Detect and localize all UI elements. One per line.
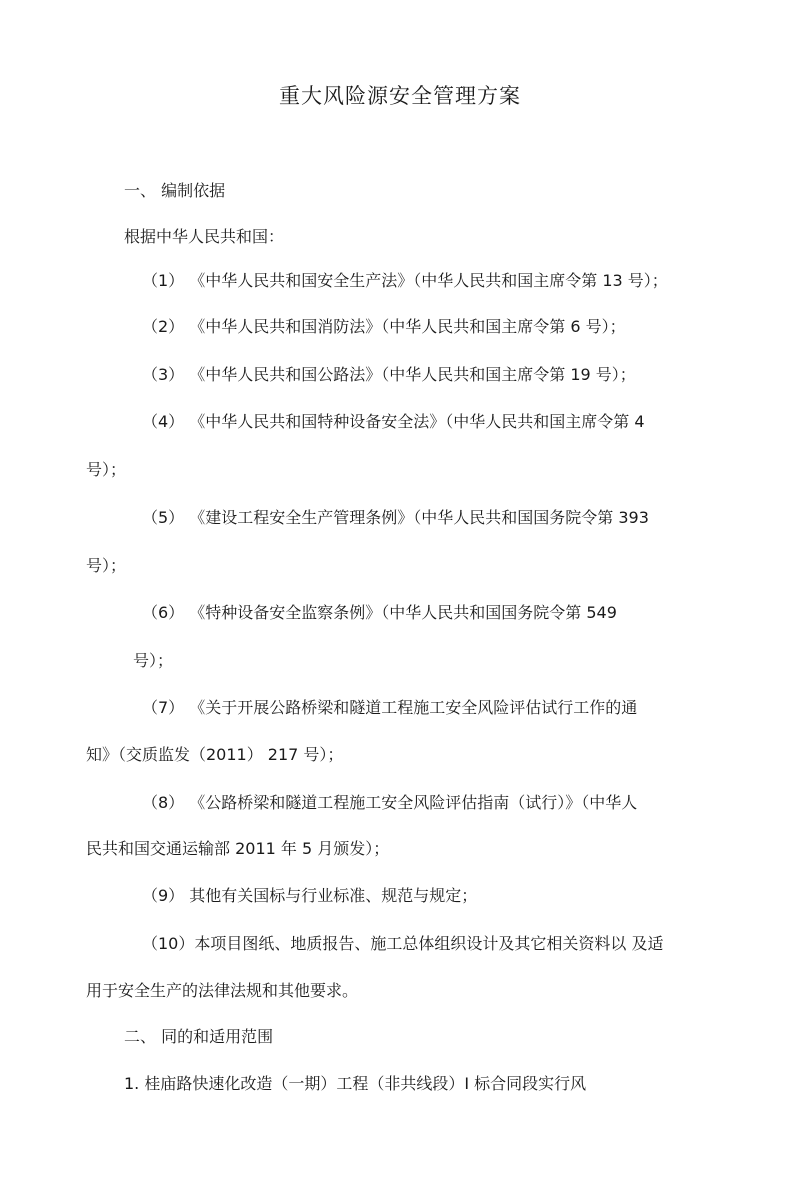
list-item-7: （7） 《关于开展公路桥梁和隧道工程施工安全风险评估试行工作的通 [142, 698, 638, 717]
list-item-6-continuation: 号）； [133, 651, 174, 670]
list-item-2: （2） 《中华人民共和国消防法》（中华人民共和国主席令第 6 号）； [142, 317, 626, 336]
list-item-8-continuation: 民共和国交通运输部 2011 年 5 月颁发）； [86, 839, 390, 858]
list-item-5-continuation: 号）； [86, 556, 127, 575]
document-title: 重大风险源安全管理方案 [279, 84, 521, 108]
paragraph-numbered-1: 1. 桂庙路快速化改造（一期）工程（非共线段）I 标合同段实行风 [124, 1074, 587, 1093]
list-item-7-continuation: 知》（交质监发（2011） 217 号）； [86, 745, 344, 764]
list-item-9: （9） 其他有关国标与行业标准、规范与规定； [142, 886, 478, 905]
list-item-1: （1） 《中华人民共和国安全生产法》（中华人民共和国主席令第 13 号）； [142, 271, 668, 290]
list-item-4: （4） 《中华人民共和国特种设备安全法》（中华人民共和国主席令第 4 [142, 412, 645, 431]
list-item-3: （3） 《中华人民共和国公路法》（中华人民共和国主席令第 19 号）； [142, 365, 636, 384]
list-item-8: （8） 《公路桥梁和隧道工程施工安全风险评估指南（试行）》（中华人 [142, 793, 638, 812]
list-item-10-continuation: 用于安全生产的法律法规和其他要求。 [86, 981, 359, 1000]
list-item-10: （10）本项目图纸、地质报告、施工总体组织设计及其它相关资料以 及适 [142, 934, 664, 953]
list-item-6: （6） 《特种设备安全监察条例》（中华人民共和国国务院令第 549 [142, 603, 617, 622]
list-item-4-continuation: 号）； [86, 460, 127, 479]
section-heading-basis: 一、 编制依据 [124, 181, 226, 200]
paragraph-intro: 根据中华人民共和国： [124, 227, 285, 246]
list-item-5: （5） 《建设工程安全生产管理条例》（中华人民共和国国务院令第 393 [142, 508, 649, 527]
section-heading-purpose: 二、 同的和适用范围 [124, 1027, 274, 1046]
